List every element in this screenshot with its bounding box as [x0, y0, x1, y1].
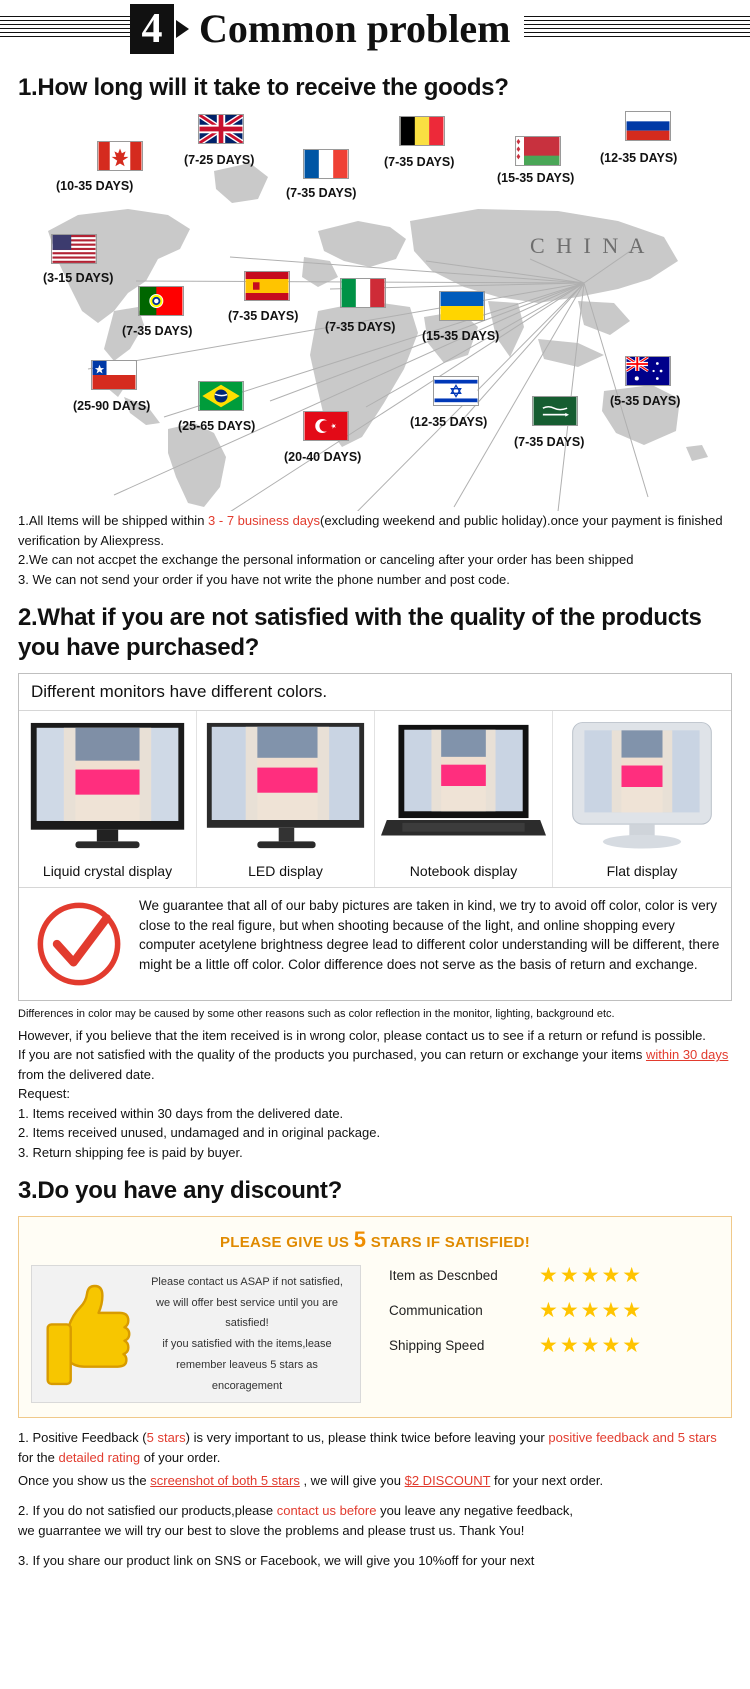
monitor-caption-led: LED display: [248, 863, 323, 879]
discount-body: [31, 1265, 719, 1403]
fb3-a: 2. If you do not satisfied our products,please: [18, 1502, 277, 1518]
flag-belarus: [515, 136, 561, 166]
fb2-b: , we will give you: [299, 1472, 405, 1488]
discount-title: [31, 1227, 719, 1253]
flag-spain: [244, 271, 290, 301]
days-belgium: (7-35 DAYS): [384, 155, 455, 169]
flag-saudi-arabia: [532, 396, 578, 426]
flag-france: [303, 149, 349, 179]
fb1-d: of your order.: [140, 1450, 221, 1466]
flag-italy: [340, 278, 386, 308]
rating-list: [361, 1265, 719, 1370]
rating-row-item-as-described: [389, 1265, 719, 1286]
guarantee-block: [19, 887, 731, 1000]
thumbs-up-panel: [31, 1265, 361, 1403]
days-france: (7-35 DAYS): [286, 186, 357, 200]
flag-united-states: [51, 234, 97, 264]
days-belarus: (15-35 DAYS): [497, 171, 575, 185]
return-window-highlight: within 30 days: [645, 1047, 729, 1063]
shipping-map: [18, 111, 734, 511]
shipping-note-1-b: (excluding weekend and public holiday).once your payment is finished verification by Aliexpress.: [18, 513, 723, 548]
request-item-3: 3. Return shipping fee is paid by buyer.: [18, 1144, 243, 1160]
days-portugal: (7-35 DAYS): [122, 324, 193, 338]
china-hub-label: C H I N A: [530, 233, 648, 258]
discount-title-number: 5: [353, 1227, 367, 1253]
flag-united-kingdom: [198, 114, 244, 144]
feedback-paragraph-4: we guarrantee we will try our best to slove the problems and please trust us. Thank You!: [18, 1522, 525, 1538]
days-chile: (25-90 DAYS): [73, 399, 151, 413]
days-united-states: (3-15 DAYS): [43, 271, 114, 285]
flag-russia: [625, 111, 671, 141]
fb3-b: you leave any negative feedback,: [376, 1502, 574, 1518]
request-item-2: 2. Items received unused, undamaged and in original package.: [18, 1125, 381, 1141]
days-saudi-arabia: (7-35 DAYS): [514, 435, 585, 449]
days-italy: (7-35 DAYS): [325, 320, 396, 334]
shipping-note-2: 2.We can not accpet the exchange the personal information or canceling after your order has been shipped: [18, 552, 634, 567]
fb2-c: for your next order.: [490, 1472, 604, 1488]
fb2-hl1: screenshot of both 5 stars: [150, 1472, 300, 1488]
monitor-item-flat: [553, 711, 731, 887]
monitor-item-led: [197, 711, 375, 887]
monitor-image-flat: [559, 717, 725, 857]
fb3-hl: contact us before: [276, 1502, 377, 1518]
days-russia: (12-35 DAYS): [600, 151, 678, 165]
header-title-group: [130, 4, 524, 54]
fb2-a: Once you show us the: [18, 1472, 151, 1488]
wrong-color-note: However, if you believe that the item received is in wrong color, please contact us to see if a return or refund is possible.: [18, 1027, 706, 1043]
page-title: Common problem: [199, 6, 511, 51]
color-difference-note: Differences in color may be caused by some other reasons such as color reflection in the monitor, lighting, background etc.: [18, 1008, 615, 1020]
rating-stars-communication: ★★★★★: [539, 1299, 644, 1323]
rating-stars-shipping-speed: ★★★★★: [539, 1334, 644, 1358]
days-israel: (12-35 DAYS): [410, 415, 488, 429]
flag-canada: [97, 141, 143, 171]
feedback-paragraph-2: [18, 1471, 732, 1491]
flag-brazil: [198, 381, 244, 411]
days-united-kingdom: (7-25 DAYS): [184, 153, 255, 167]
days-spain: (7-35 DAYS): [228, 309, 299, 323]
request-item-1: 1. Items received within 30 days from the delivered date.: [18, 1105, 344, 1121]
flag-portugal: [138, 286, 184, 316]
fb1-b: ) is very important to us, please think twice before leaving your: [185, 1430, 549, 1446]
guarantee-text: We guarantee that all of our baby pictures are taken in kind, we try to avoid off color, color is very close to the real figure, but when shooting because of the light, and online shopping every computer acetylene brightness degree lead to different color understanding will be different, there might be a little off color. Color difference does not serve as the basis of return and exchange.: [139, 898, 720, 972]
fb1-hl3: detailed rating: [58, 1450, 141, 1466]
fb1-c: for the: [18, 1450, 59, 1466]
thumb-line-6: encoragement: [211, 1380, 283, 1393]
page-header: [0, 4, 750, 59]
days-canada: (10-35 DAYS): [56, 179, 134, 193]
check-circle-icon: [33, 898, 125, 990]
thumb-line-2: we will offer best service until you are: [156, 1296, 338, 1309]
rating-label-communication: Communication: [389, 1303, 483, 1319]
monitor-item-lcd: [19, 711, 197, 887]
monitor-list: [19, 711, 731, 887]
feedback-paragraph-5: 3. If you share our product link on SNS or Facebook, we will give you 10%off for your next: [18, 1553, 535, 1569]
fb1-a: 1. Positive Feedback (: [18, 1430, 147, 1446]
fb1-hl1: 5 stars: [146, 1430, 186, 1446]
monitor-caption-lcd: Liquid crystal display: [42, 863, 173, 879]
thumb-line-3: satisfied!: [225, 1317, 269, 1330]
fb2-hl2: $2 DISCOUNT: [404, 1472, 491, 1488]
heading-question-1: 1.How long will it take to receive the goods?: [18, 74, 509, 101]
monitor-image-lcd: [25, 717, 190, 857]
return-window-b: from the delivered date.: [18, 1066, 155, 1082]
feedback-paragraph-3: [18, 1501, 732, 1521]
flag-chile: [91, 360, 137, 390]
heading-question-2: 2.What if you are not satisfied with the quality of the products you have purchased?: [18, 604, 702, 661]
monitor-image-notebook: [381, 717, 546, 857]
return-window-a: If you are not satisfied with the quality of the products you purchased, you can return or exchange your items: [18, 1047, 646, 1063]
thumbs-up-icon: [40, 1275, 136, 1393]
flag-belgium: [399, 116, 445, 146]
thumb-line-5: remember leaveus 5 stars as: [176, 1359, 318, 1372]
thumb-line-1: Please contact us ASAP if not satisfied,: [151, 1275, 343, 1288]
check-mark-wrap: [19, 888, 139, 1000]
shipping-note-3: 3. We can not send your order if you have not write the phone number and post code.: [18, 571, 510, 587]
shipping-note-1-highlight: 3 - 7 business days: [208, 513, 321, 528]
fb1-hl2: positive feedback and 5 stars: [548, 1430, 717, 1446]
shipping-note-1-a: 1.All Items will be shipped within: [18, 513, 209, 528]
flag-ukraine: [439, 291, 485, 321]
monitor-image-led: [203, 717, 368, 857]
rating-row-communication: [389, 1300, 719, 1321]
discount-title-a: PLEASE GIVE US: [219, 1234, 354, 1252]
discount-title-b: STARS IF SATISFIED!: [366, 1234, 531, 1252]
thumb-line-4: if you satisfied with the items,lease: [162, 1338, 332, 1351]
days-ukraine: (15-35 DAYS): [422, 329, 500, 343]
days-australia: (5-35 DAYS): [610, 394, 681, 408]
return-window-note: [18, 1045, 732, 1084]
days-brazil: (25-65 DAYS): [178, 419, 256, 433]
rating-stars-item-as-described: ★★★★★: [539, 1264, 644, 1288]
flag-turkey: [303, 411, 349, 441]
flag-australia: [625, 356, 671, 386]
discount-panel: [18, 1216, 732, 1418]
world-map-graphic: [18, 111, 734, 511]
shipping-note-1: [18, 511, 732, 550]
heading-question-3: 3.Do you have any discount?: [18, 1177, 342, 1205]
rating-label-shipping-speed: Shipping Speed: [389, 1338, 485, 1354]
monitor-caption-flat: Flat display: [606, 863, 678, 879]
monitor-color-panel: [18, 673, 732, 1001]
rating-label-item-as-described: Item as Descnbed: [389, 1268, 498, 1284]
monitor-caption-notebook: Notebook display: [409, 863, 518, 879]
section-number: 4: [130, 4, 174, 54]
days-turkey: (20-40 DAYS): [284, 450, 362, 464]
arrow-right-icon: [176, 20, 189, 38]
feedback-paragraph-1: [18, 1428, 732, 1468]
monitor-panel-title: Different monitors have different colors.: [19, 674, 731, 711]
thumbs-up-message: [136, 1272, 352, 1397]
flag-israel: [433, 376, 479, 406]
monitor-item-notebook: [375, 711, 553, 887]
request-label: Request:: [18, 1086, 71, 1102]
rating-row-shipping-speed: [389, 1335, 719, 1356]
